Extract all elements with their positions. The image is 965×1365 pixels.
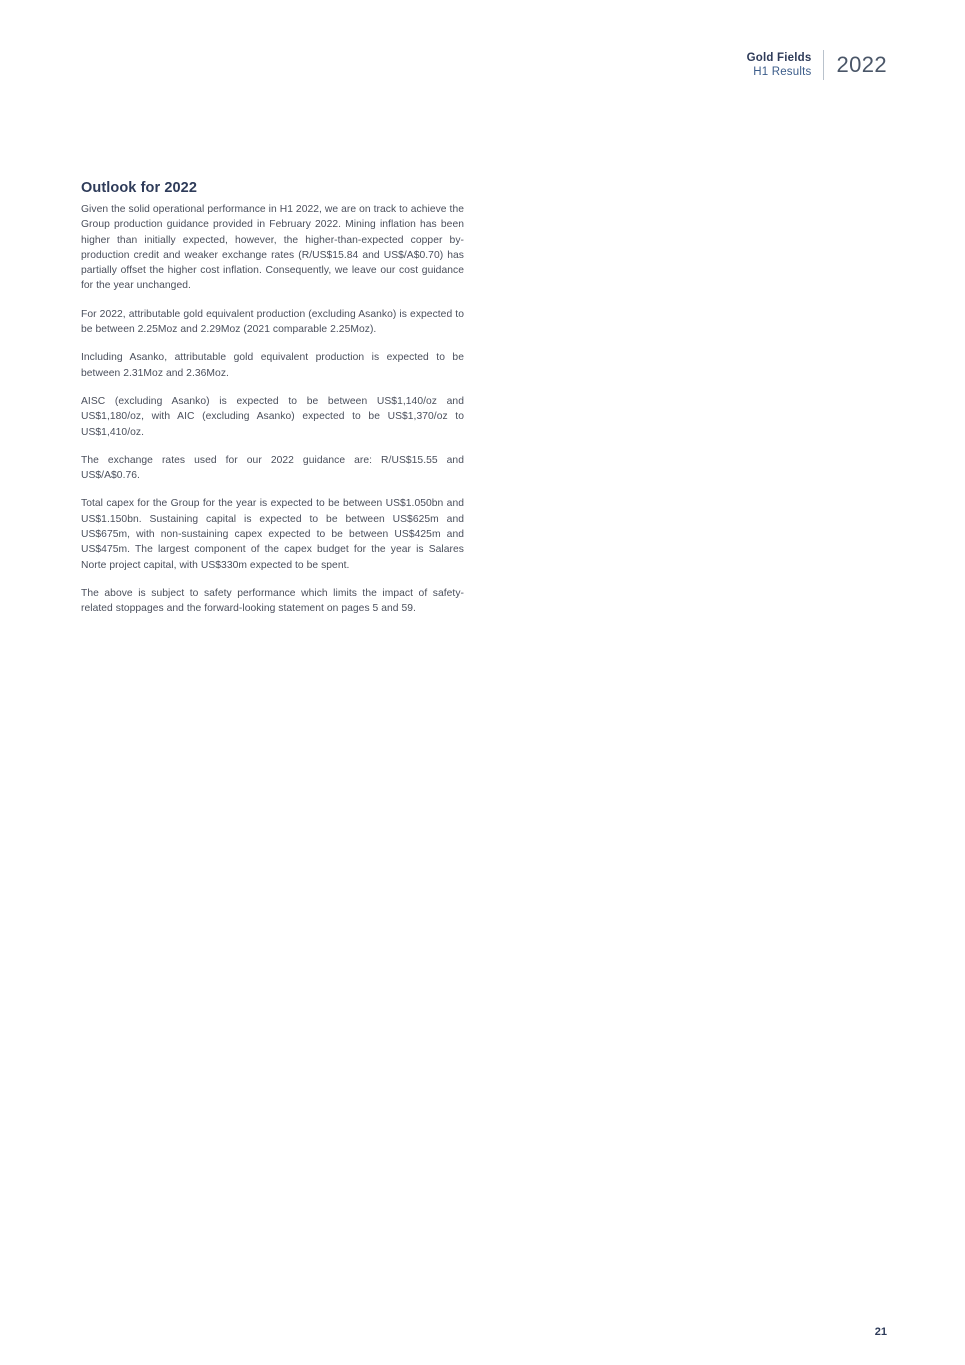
page-header <box>747 48 887 82</box>
page-number: 21 <box>874 1326 887 1338</box>
brand-subtitle: H1 Results <box>753 66 812 78</box>
paragraph: The above is subject to safety performance which limits the impact of safety-related stoppages and the forward-looking statement on pages 5 and 59. <box>81 587 464 615</box>
brand-block <box>747 51 824 80</box>
page-title: Outlook for 2022 <box>81 180 198 196</box>
paragraph: Including Asanko, attributable gold equivalent production is expected to be between 2.31Moz and 2.36Moz. <box>81 352 464 379</box>
paragraph: For 2022, attributable gold equivalent production (excluding Asanko) is expected to be between 2.25Moz and 2.29Moz (2021 comparable 2.25Moz). <box>81 308 464 336</box>
header-year: 2022 <box>836 52 887 77</box>
brand-name: Gold Fields <box>746 51 812 64</box>
document-body <box>81 180 464 617</box>
paragraph: AISC (excluding Asanko) is expected to be between US$1,140/oz and US$1,180/oz, with AIC (excluding Asanko) expected to be US$1,370/oz to US$1,410/oz. <box>81 395 464 438</box>
paragraph: Total capex for the Group for the year is expected to be between US$1.050bn and US$1.150bn. Sustaining capital is expected to be between US$625m and US$675m, with non-sustaining capex expected to be between US$425m and US$475m. The largest component of the capex budget for the year is Salares Norte project capital, with US$330m expected to be spent. <box>81 498 464 571</box>
paragraph: The exchange rates used for our 2022 guidance are: R/US$15.55 and US$/A$0.76. <box>81 454 464 482</box>
paragraph: Given the solid operational performance in H1 2022, we are on track to achieve the Group production guidance provided in February 2022. Mining inflation has been higher than initially expected, however, the higher-than-expected copper by-production credit and weaker exchange rates (R/US$15.84 and US$/A$0.70) has partially offset the higher cost inflation. Consequently, we leave our cost guidance for the year unchanged. <box>81 204 464 292</box>
